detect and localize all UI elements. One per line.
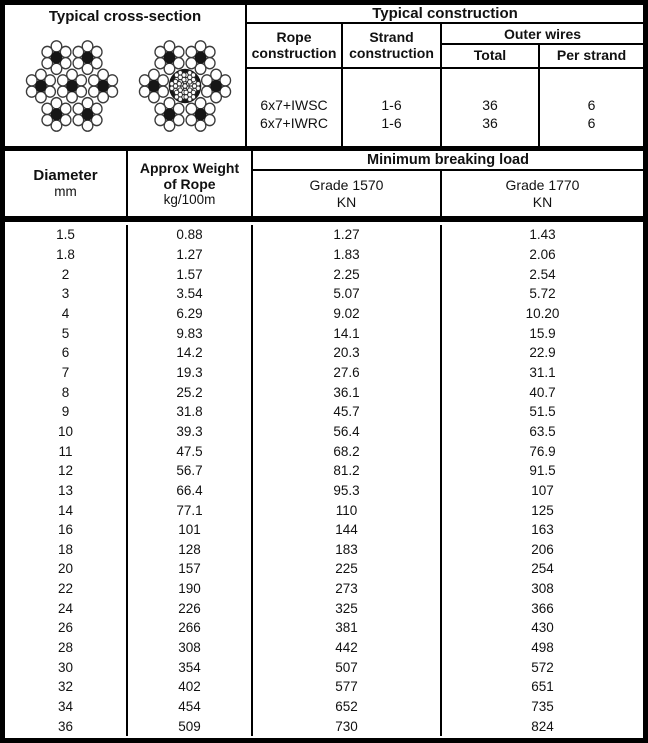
grade-1570-cell: 2.25 [253, 264, 442, 284]
grade-1770-cell: 51.5 [529, 404, 556, 420]
table-row [5, 598, 643, 618]
diameter-unit: mm [54, 184, 77, 199]
weight-cell: 1.57 [128, 264, 253, 284]
weight-cell: 47.5 [128, 441, 253, 461]
spec-table-body [5, 222, 643, 738]
per-strand-values [540, 69, 643, 146]
weight-cell: 66.4 [128, 481, 253, 501]
grade-1770-cell: 10.20 [525, 305, 560, 321]
diameter-cell: 16 [5, 520, 128, 540]
diameter-cell: 34 [5, 697, 128, 717]
grade-1770-cell: 40.7 [529, 384, 556, 400]
grade-1770-cell: 308 [531, 581, 554, 597]
grade-1770-cell: 31.1 [529, 364, 556, 380]
breaking-load-title: Minimum breaking load [253, 151, 643, 171]
grade-1770-cell: 63.5 [529, 423, 556, 439]
iwrc-cross-section-diagram [132, 30, 238, 142]
diameter-cell: 10 [5, 422, 128, 442]
grade-1570-cell: 183 [253, 540, 442, 560]
weight-cell: 509 [128, 716, 253, 736]
rope-construction-values [247, 69, 343, 146]
weight-cell: 39.3 [128, 422, 253, 442]
grade-1770-cell: 366 [531, 600, 554, 616]
weight-cell: 308 [128, 638, 253, 658]
grade-1770-cell: 15.9 [529, 325, 556, 341]
grade-1570-cell: 36.1 [253, 382, 442, 402]
total-value: 36 [482, 97, 498, 113]
grade-1570-cell: 577 [253, 677, 442, 697]
diameter-cell: 11 [5, 441, 128, 461]
construction-section [5, 5, 643, 146]
grade-1770-cell: 22.9 [529, 345, 556, 361]
grade-1770-cell: 254 [531, 561, 554, 577]
weight-unit: kg/100m [163, 191, 216, 207]
table-row [5, 461, 643, 481]
diameter-cell: 7 [5, 363, 128, 383]
spec-table-header [5, 151, 643, 216]
weight-cell: 454 [128, 697, 253, 717]
grade-1570-cell: 27.6 [253, 363, 442, 383]
grade-1570-unit: KN [336, 193, 357, 210]
outer-wires-header: Outer wires [442, 24, 643, 45]
grade-1770-cell: 824 [531, 718, 554, 734]
grade-1570-cell: 507 [253, 657, 442, 677]
grade-1770-cell: 498 [531, 640, 554, 656]
grade-1570-cell: 144 [253, 520, 442, 540]
table-row [5, 481, 643, 501]
diameter-cell: 1.5 [5, 225, 128, 245]
weight-cell: 128 [128, 540, 253, 560]
construction-headers [247, 24, 643, 69]
grade-1770-header [442, 171, 643, 216]
per-strand-value: 6 [587, 97, 596, 113]
grade-1570-cell: 1.27 [253, 225, 442, 245]
grade-1570-cell: 5.07 [253, 284, 442, 304]
diameter-cell: 20 [5, 559, 128, 579]
grade-1570-cell: 381 [253, 618, 442, 638]
grade-1770-cell: 651 [531, 679, 554, 695]
weight-cell: 402 [128, 677, 253, 697]
weight-cell: 14.2 [128, 343, 253, 363]
diameter-cell: 12 [5, 461, 128, 481]
table-row [5, 402, 643, 422]
table-row [5, 540, 643, 560]
diameter-cell: 32 [5, 677, 128, 697]
table-row [5, 304, 643, 324]
grade-1770-cell: 572 [531, 659, 554, 675]
strand-value: 1-6 [381, 114, 402, 131]
weight-cell: 6.29 [128, 304, 253, 324]
weight-cell: 56.7 [128, 461, 253, 481]
grade-1770-cell: 430 [531, 620, 554, 636]
weight-cell: 266 [128, 618, 253, 638]
total-header: Total [442, 45, 540, 67]
weight-cell: 0.88 [128, 225, 253, 245]
grade-1570-cell: 68.2 [253, 441, 442, 461]
grade-1570-cell: 1.83 [253, 245, 442, 265]
diameter-cell: 2 [5, 264, 128, 284]
grade-1770-cell: 1.43 [529, 227, 556, 243]
diameter-cell: 13 [5, 481, 128, 501]
grade-1570-cell: 45.7 [253, 402, 442, 422]
rope-construction-header: Rope construction [247, 24, 343, 67]
grade-1770-cell: 735 [531, 699, 554, 715]
grade-1770-unit: KN [532, 193, 553, 210]
diameter-cell: 28 [5, 638, 128, 658]
grade-1770-cell: 91.5 [529, 463, 556, 479]
diameter-cell: 6 [5, 343, 128, 363]
grade-1570-cell: 110 [253, 500, 442, 520]
table-row [5, 284, 643, 304]
table-row [5, 697, 643, 717]
weight-cell: 19.3 [128, 363, 253, 383]
weight-label-line2: of Rope [163, 175, 216, 192]
grade-1770-cell: 2.06 [529, 246, 556, 262]
cross-section-diagrams [5, 26, 245, 146]
weight-cell: 157 [128, 559, 253, 579]
weight-cell: 9.83 [128, 323, 253, 343]
grade-1570-cell: 95.3 [253, 481, 442, 501]
strand-value: 1-6 [381, 97, 402, 113]
grade-1770-cell: 5.72 [529, 286, 556, 302]
grade-1570-cell: 730 [253, 716, 442, 736]
total-values [442, 69, 540, 146]
grade-1570-cell: 14.1 [253, 323, 442, 343]
diameter-cell: 8 [5, 382, 128, 402]
grade-1770-cell: 206 [531, 541, 554, 557]
weight-cell: 31.8 [128, 402, 253, 422]
diameter-cell: 3 [5, 284, 128, 304]
diameter-cell: 18 [5, 540, 128, 560]
weight-cell: 25.2 [128, 382, 253, 402]
table-row [5, 422, 643, 442]
cross-section-title: Typical cross-section [48, 8, 202, 25]
table-row [5, 323, 643, 343]
weight-label-line1: Approx Weight [139, 159, 240, 176]
grade-1770-label: Grade 1770 [505, 176, 580, 193]
grade-1570-cell: 56.4 [253, 422, 442, 442]
table-row [5, 343, 643, 363]
grade-1770-cell: 76.9 [529, 443, 556, 459]
grade-1570-header [253, 171, 442, 216]
table-row [5, 520, 643, 540]
grade-1570-cell: 442 [253, 638, 442, 658]
table-row [5, 618, 643, 638]
diameter-cell: 36 [5, 716, 128, 736]
diameter-cell: 14 [5, 500, 128, 520]
diameter-label: Diameter [33, 167, 98, 184]
strand-construction-values [343, 69, 442, 146]
grade-1770-cell: 163 [531, 522, 554, 538]
diameter-cell: 24 [5, 598, 128, 618]
per-strand-value: 6 [587, 114, 596, 131]
grade-1570-cell: 81.2 [253, 461, 442, 481]
table-row [5, 638, 643, 658]
grade-1570-label: Grade 1570 [309, 176, 384, 193]
diameter-cell: 5 [5, 323, 128, 343]
table-row [5, 716, 643, 736]
table-row [5, 677, 643, 697]
rope-value: 6x7+IWSC [260, 97, 328, 113]
grade-1570-cell: 325 [253, 598, 442, 618]
weight-cell: 354 [128, 657, 253, 677]
table-row [5, 579, 643, 599]
table-row [5, 225, 643, 245]
table-row [5, 559, 643, 579]
strand-construction-header: Strand construction [343, 24, 442, 67]
table-row [5, 363, 643, 383]
weight-cell: 1.27 [128, 245, 253, 265]
grade-1770-cell: 125 [531, 502, 554, 518]
breaking-load-group [253, 151, 643, 216]
diameter-cell: 26 [5, 618, 128, 638]
diameter-cell: 9 [5, 402, 128, 422]
table-row [5, 657, 643, 677]
table-row [5, 264, 643, 284]
grade-1770-cell: 2.54 [529, 266, 556, 282]
table-row [5, 245, 643, 265]
diameter-cell: 1.8 [5, 245, 128, 265]
rope-value: 6x7+IWRC [259, 114, 329, 131]
weight-cell: 77.1 [128, 500, 253, 520]
total-value: 36 [482, 114, 498, 131]
diameter-cell: 22 [5, 579, 128, 599]
weight-cell: 101 [128, 520, 253, 540]
table-row [5, 441, 643, 461]
construction-title: Typical construction [247, 5, 643, 24]
grade-1570-cell: 652 [253, 697, 442, 717]
weight-cell: 226 [128, 598, 253, 618]
construction-values [247, 69, 643, 146]
grade-1570-cell: 9.02 [253, 304, 442, 324]
per-strand-header: Per strand [556, 47, 627, 64]
weight-header [128, 151, 253, 216]
diameter-header [5, 151, 128, 216]
grade-1570-cell: 273 [253, 579, 442, 599]
weight-cell: 190 [128, 579, 253, 599]
grade-1570-cell: 20.3 [253, 343, 442, 363]
diameter-cell: 4 [5, 304, 128, 324]
cross-section-cell [5, 5, 247, 146]
grade-1570-cell: 225 [253, 559, 442, 579]
table-row [5, 500, 643, 520]
weight-cell: 3.54 [128, 284, 253, 304]
construction-table [247, 5, 643, 146]
diameter-cell: 30 [5, 657, 128, 677]
table-row [5, 382, 643, 402]
iwsc-cross-section-diagram [19, 30, 125, 142]
outer-wires-group [442, 24, 643, 67]
grade-1770-cell: 107 [531, 482, 554, 498]
